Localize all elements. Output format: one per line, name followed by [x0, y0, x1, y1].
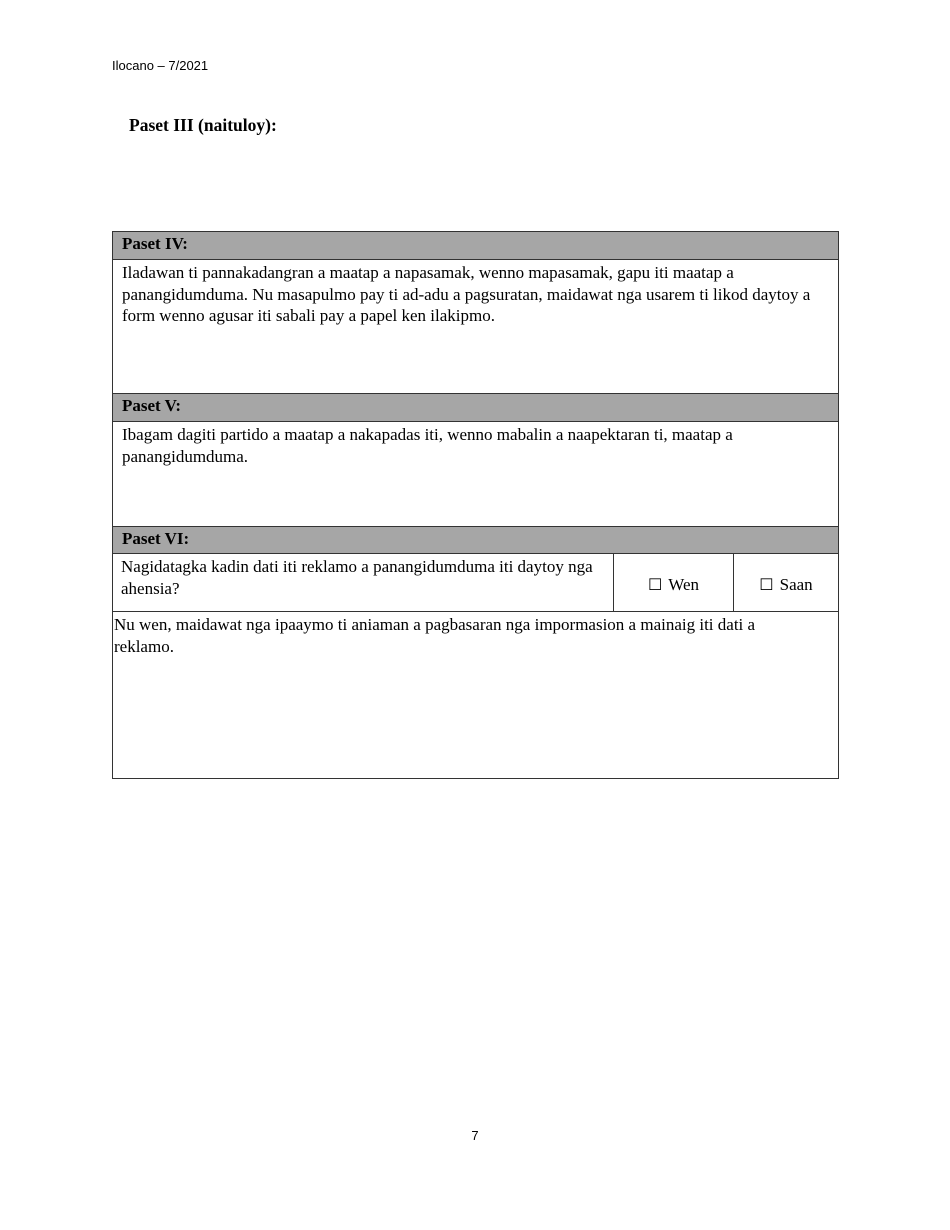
checkbox-icon[interactable]: ☐ [759, 576, 774, 594]
option-no[interactable] [734, 554, 838, 611]
checkbox-icon[interactable]: ☐ [647, 576, 663, 594]
option-no-label: Saan [779, 574, 813, 594]
section-4-field[interactable] [113, 260, 838, 394]
prior-complaint-question: Nagidatagka kadin dati iti reklamo a panangidumduma iti daytoy nga ahensia? [113, 554, 614, 611]
section-3-title: Paset III (naituloy): [129, 115, 277, 135]
page-number: 7 [471, 1128, 479, 1143]
complaint-form-table [112, 231, 839, 779]
running-header: Ilocano – 7/2021 [112, 58, 209, 73]
option-yes[interactable] [614, 554, 734, 611]
section-6-header: Paset VI: [113, 527, 838, 554]
prior-complaint-question-row [113, 554, 838, 612]
section-5-field[interactable] [113, 422, 838, 527]
section-5-instructions: Ibagam dagiti partido a maatap a nakapadas iti, wenno mabalin a naapektaran ti, maatap a panangidumduma. [122, 425, 733, 466]
section-4-header: Paset IV: [113, 232, 838, 260]
section-4-instructions: Iladawan ti pannakadangran a maatap a napasamak, wenno mapasamak, gapu iti maatap a panangidumduma. Nu masapulmo pay ti ad-adu a pagsuratan, maidawat nga usarem ti likod daytoy a form wenno agusar iti sabali pay a papel ken ilakipmo. [122, 263, 811, 325]
prior-complaint-instructions: Nu wen, maidawat nga ipaaymo ti aniaman a pagbasaran nga impormasion a mainaig iti dati a reklamo. [114, 615, 756, 656]
prior-complaint-details-field[interactable] [113, 612, 838, 778]
section-5-header: Paset V: [113, 394, 838, 422]
option-yes-label: Wen [668, 574, 700, 594]
